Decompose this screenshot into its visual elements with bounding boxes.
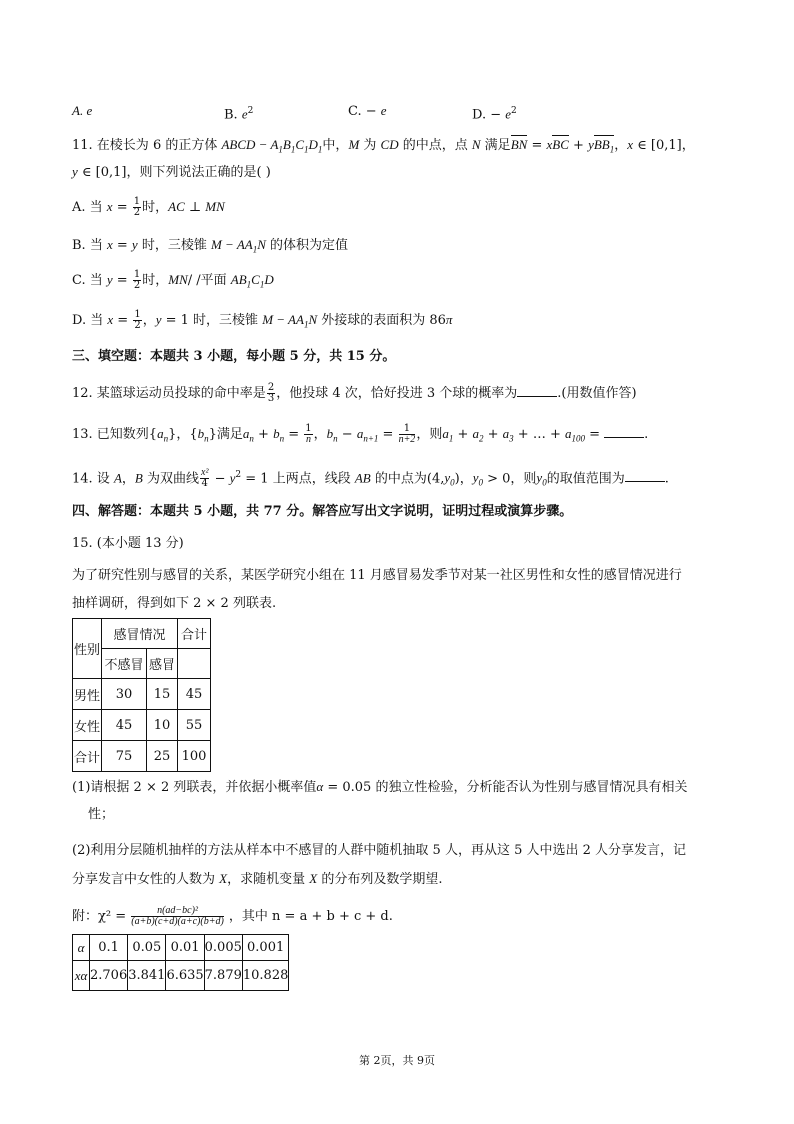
cell-yes: 10 xyxy=(147,710,178,741)
q15-part1-line1: (1)请根据 2 × 2 列联表，并依据小概率值α = 0.05 的独立性检验，分析能否认为性别与感冒情况具有相关 xyxy=(72,779,688,795)
row-label: 男性 xyxy=(73,679,102,710)
cell-total: 100 xyxy=(178,741,211,772)
q15-part2-line1: (2)利用分层随机抽样的方法从样本中不感冒的人群中随机抽取 5 人，再从这 5 人中选出 2 人分享发言，记 xyxy=(72,843,687,858)
header-no-cold: 不感冒 xyxy=(102,649,147,679)
cell-no: 75 xyxy=(102,741,147,772)
q15-intro-line2: 抽样调研，得到如下 2 × 2 列联表. xyxy=(72,596,277,611)
q15-intro-line1: 为了研究性别与感冒的关系，某医学研究小组在 11 月感冒易发季节对某一社区男性和女性的感冒情况进行 xyxy=(72,568,682,583)
q14: 14. 设 A，B 为双曲线 $\frac{\text{x²}}{4}$ − $y^2 = 1$ 上两点，线段 AB 的中点为$(4,y_0)$，$y_0 > 0$，则$y_0$的取值范围为 . xyxy=(72,467,669,490)
appendix-formula-num: n(ad−bc)² xyxy=(131,906,224,917)
x-alpha-label: xα xyxy=(73,961,90,991)
header-cold: 感冒情况 xyxy=(102,619,178,649)
q10-option-d: D. − $e^2$ xyxy=(472,106,517,123)
alpha-value: 0.1 xyxy=(90,935,128,961)
q15-appendix xyxy=(72,906,393,927)
section4-heading: 四、解答题：本题共 5 小题，共 77 分。解答应写出文字说明，证明过程或演算步骤。 xyxy=(72,504,573,519)
alpha-value: 0.05 xyxy=(128,935,166,961)
page-footer: 第 2页，共 9页 xyxy=(359,1054,435,1067)
alpha-value: 0.01 xyxy=(166,935,204,961)
row-label: 合计 xyxy=(73,741,102,772)
q11-stem-line1: 11. 在棱长为 6 的正方体 ABCD − $A_1B_1C_1D_1$中，M 为 CD 的中点，点 N 满足BN = xBC + yBB$_1$，x ∈ [0,1]， xyxy=(72,136,695,159)
q11-option-c: C. 当 y = $\frac{1}{2}$ 时，MN/ /平面 $AB_1C_1D$ xyxy=(72,269,274,291)
q12: 12. 某篮球运动员投球的命中率是 $\frac{2}{3}$ ，他投球 4 次，恰好投进 3 个球的概率为 .(用数值作答) xyxy=(72,382,637,404)
header-cold-yes: 感冒 xyxy=(147,649,178,679)
cell-no: 30 xyxy=(102,679,147,710)
alpha-label: α xyxy=(73,935,90,961)
header-gender: 性别 xyxy=(73,619,102,679)
appendix-formula-den: (a+b)(c+d)(a+c)(b+d) xyxy=(131,916,224,927)
q11-stem-line2: y ∈ [0,1]，则下列说法正确的是( ) xyxy=(72,164,271,180)
row-label: 女性 xyxy=(73,710,102,741)
cell-total: 45 xyxy=(178,679,211,710)
cell-no: 45 xyxy=(102,710,147,741)
q15-part1-line2: 性； xyxy=(88,807,115,822)
contingency-table xyxy=(72,618,211,772)
q13: 13. 已知数列$\{a_n\}$，$\{b_n\}$满足$a_n + b_n$ = $\frac{1}{n}$ ，$b_n - a_{n+1}$ = $\frac{1}{n+2}$ ，则$a_1 + a_2 + a_3$ + … + $a_{100}$ = . xyxy=(72,423,649,445)
q10-option-c: C. − e xyxy=(348,103,387,119)
q15-head: 15. (本小题 13 分) xyxy=(72,536,184,551)
x-alpha-value: 2.706 xyxy=(90,961,128,991)
x-alpha-value: 3.841 xyxy=(128,961,166,991)
alpha-value: 0.001 xyxy=(242,935,289,961)
x-alpha-value: 7.879 xyxy=(204,961,242,991)
header-total: 合计 xyxy=(178,619,211,649)
q10-option-b: B. $e^2$ xyxy=(224,106,254,123)
alpha-value: 0.005 xyxy=(204,935,242,961)
cell-yes: 25 xyxy=(147,741,178,772)
x-alpha-value: 6.635 xyxy=(166,961,204,991)
q11-option-d: D. 当 x = $\frac{1}{2}$ ，y = 1 时，三棱锥 $M - AA_1N$ 外接球的表面积为 86π xyxy=(72,309,453,331)
q10-option-a: A. e xyxy=(72,103,93,118)
appendix-suffix: ，其中 n = a + b + c + d. xyxy=(228,909,393,924)
appendix-prefix: 附：χ² = xyxy=(72,909,127,924)
cell-total: 55 xyxy=(178,710,211,741)
x-alpha-value: 10.828 xyxy=(242,961,289,991)
q11-option-b: B. 当 x = y 时，三棱锥 $M - AA_1N$ 的体积为定值 xyxy=(72,237,349,255)
q11-option-a: A. 当 x = $\frac{1}{2}$ 时，AC ⊥ MN xyxy=(72,196,225,218)
header-empty xyxy=(178,649,211,679)
critical-value-table xyxy=(72,934,289,991)
section3-heading: 三、填空题：本题共 3 小题，每小题 5 分，共 15 分。 xyxy=(72,349,396,364)
cell-yes: 15 xyxy=(147,679,178,710)
q15-part2-line2: 分享发言中女性的人数为 X，求随机变量 X 的分布列及数学期望. xyxy=(72,871,443,887)
